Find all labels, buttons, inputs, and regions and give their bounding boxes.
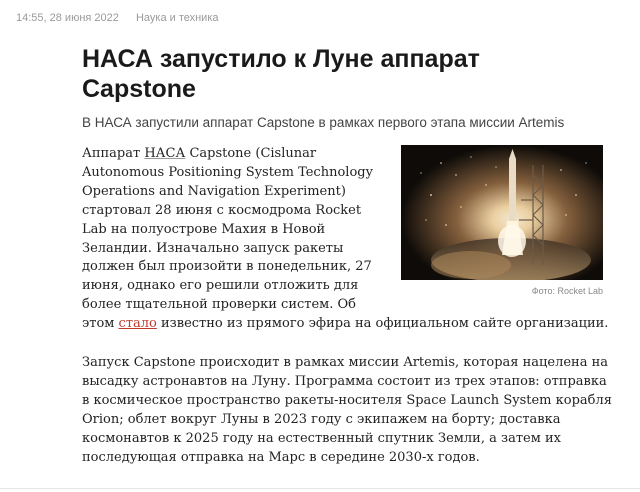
rocket-launch-image [401, 145, 603, 280]
p1-line: Autonomous Positioning System Technology [82, 164, 373, 180]
p2-line: космонавтов к 2025 году на естественный спутник Земли, а затем их [82, 430, 561, 446]
article-lead: В НАСА запустили аппарат Capstone в рамках первого этапа миссии Artemis [82, 115, 565, 130]
p1-text: известно из прямого эфира на официальном сайте организации. [156, 316, 609, 332]
p2-line: Запуск Capstone происходит в рамках миссии Artemis, которая нацелена на [82, 355, 609, 370]
rubric-link[interactable]: Наука и техника [135, 12, 219, 24]
p1-line: Operations and Navigation Experiment) [82, 183, 346, 199]
p1-line: Lab на полуострове Махия в Новой [82, 221, 326, 237]
p1-line: должен был произойти в понедельник, 27 [82, 259, 372, 275]
p1-line: более тщательной проверки систем. Об [82, 297, 357, 313]
p2-line: последующая отправка на Марс в середине 2030-х годов. [82, 449, 480, 465]
p1-line [82, 315, 609, 334]
nasa-tag-link[interactable]: НАСА [144, 146, 186, 161]
launch-photo[interactable] [401, 145, 603, 280]
article-paragraph-2 [82, 354, 610, 467]
source-link[interactable]: стало [118, 316, 157, 332]
article-title [82, 44, 602, 104]
divider [0, 488, 640, 489]
p1-text: Capstone (Cislunar [185, 146, 317, 161]
p1-text: этом [82, 316, 119, 332]
p1-line: июня, однако его решили отложить для [82, 278, 359, 294]
p2-line: Orion; облет вокруг Луны в 2023 году с экипажем на борту; доставка [82, 411, 561, 427]
title-line-2: Capstone [82, 75, 196, 103]
title-line-1: НАСА запустило к Луне аппарат [82, 45, 480, 73]
publish-datetime: 14:55, 28 июня 2022 [16, 12, 119, 24]
p2-line: высадку астронавтов на Луну. Программа состоит из трех этапов: отправка [82, 373, 607, 389]
p1-line [82, 145, 394, 164]
article-figure [401, 145, 603, 296]
p1-text: Аппарат [82, 146, 145, 161]
p1-line: Зеландии. Изначально запуск ракеты [82, 240, 344, 256]
p1-line: стартовал 28 июня с космодрома Rocket [82, 202, 362, 218]
p2-line: в космическое пространство ракеты-носителя Space Launch System корабля [82, 392, 612, 408]
article-meta [16, 12, 219, 24]
photo-credit: Фото: Rocket Lab [531, 286, 603, 296]
